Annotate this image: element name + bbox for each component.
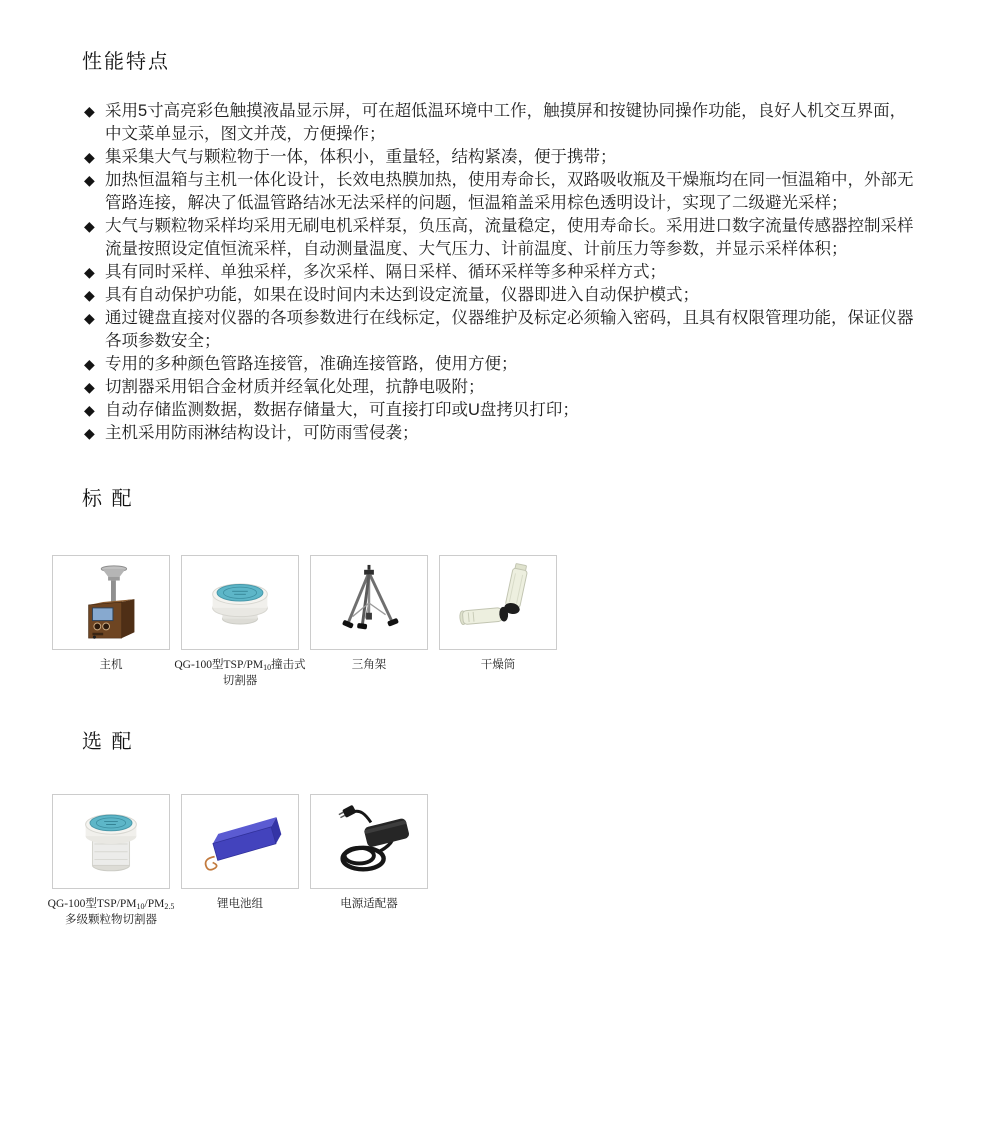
product-image-box (52, 794, 170, 889)
caption-text: 撞击式 (271, 659, 306, 671)
product-image-box (181, 555, 299, 650)
product-caption-line (152, 673, 328, 689)
diamond-bullet-icon: ◆ (84, 379, 95, 395)
feature-text: 通过键盘直接对仪器的各项参数进行在线标定，仪器维护及标定必须输入密码，且具有权限管理功能，保证仪器各项参数安全； (105, 309, 914, 350)
feature-item (84, 284, 914, 307)
product-caption (410, 657, 586, 673)
standard-products-row (52, 555, 557, 689)
caption-subscript: 2.5 (164, 902, 175, 911)
diamond-bullet-icon: ◆ (84, 103, 95, 119)
caption-text: /PM (144, 898, 165, 910)
caption-text: 切割器 (222, 675, 258, 687)
battery-pack-image (189, 801, 291, 883)
caption-text: 主机 (99, 659, 123, 671)
diamond-bullet-icon: ◆ (84, 149, 95, 165)
power-adapter-image (318, 801, 420, 883)
caption-text: 三角架 (351, 659, 387, 671)
caption-text: QG-100型TSP/PM (47, 898, 137, 910)
impact-cutter-image (189, 562, 291, 644)
multi-stage-cutter-image (60, 801, 162, 883)
product-image-box (181, 794, 299, 889)
product-caption-line (410, 657, 586, 673)
diamond-bullet-icon: ◆ (84, 172, 95, 188)
product-card (310, 794, 428, 928)
feature-item (84, 169, 914, 215)
diamond-bullet-icon: ◆ (84, 264, 95, 280)
product-image-box (310, 555, 428, 650)
drying-tube-image (447, 562, 549, 644)
features-title: 性能特点 (82, 51, 170, 73)
feature-item (84, 422, 914, 445)
feature-text: 自动存储监测数据，数据存储量大，可直接打印或U盘拷贝打印； (105, 401, 579, 419)
feature-text: 加热恒温箱与主机一体化设计，长效电热膜加热，使用寿命长，双路吸收瓶及干燥瓶均在同一恒温箱中，外部无管路连接，解决了低温管路结冰无法采样的问题，恒温箱盖采用棕色透明设计，实现了二级避光采样； (105, 171, 914, 212)
caption-text: 锂电池组 (217, 898, 263, 910)
diamond-bullet-icon: ◆ (84, 425, 95, 441)
feature-item (84, 100, 914, 146)
feature-item (84, 146, 914, 169)
product-card (439, 555, 557, 689)
feature-item (84, 261, 914, 284)
diamond-bullet-icon: ◆ (84, 402, 95, 418)
feature-text: 集采集大气与颗粒物于一体，体积小，重量轻，结构紧凑，便于携带； (105, 148, 617, 166)
product-image-box (439, 555, 557, 650)
feature-item (84, 376, 914, 399)
diamond-bullet-icon: ◆ (84, 287, 95, 303)
feature-text: 切割器采用铝合金材质并经氧化处理，抗静电吸附； (105, 378, 485, 396)
feature-text: 专用的多种颜色管路连接管，准确连接管路，使用方便； (105, 355, 518, 373)
feature-text: 主机采用防雨淋结构设计，可防雨雪侵袭； (105, 424, 419, 442)
feature-item (84, 215, 914, 261)
main-unit-image (60, 562, 162, 644)
standard-config-title: 标 配 (82, 488, 134, 510)
feature-item (84, 353, 914, 376)
product-caption-line (281, 896, 457, 912)
feature-text: 采用5寸高亮彩色触摸液晶显示屏，可在超低温环境中工作，触摸屏和按键协同操作功能，良好人机交互界面，中文菜单显示，图文并茂，方便操作； (105, 102, 907, 143)
feature-text: 具有同时采样、单独采样，多次采样、隔日采样、循环采样等多种采样方式； (105, 263, 666, 281)
tripod-image (318, 562, 420, 644)
product-image-box (52, 555, 170, 650)
feature-text: 具有自动保护功能，如果在设时间内未达到设定流量，仪器即进入自动保护模式； (105, 286, 699, 304)
features-list (84, 100, 914, 445)
diamond-bullet-icon: ◆ (84, 356, 95, 372)
caption-text: QG-100型TSP/PM (174, 659, 264, 671)
caption-text: 干燥筒 (480, 659, 516, 671)
diamond-bullet-icon: ◆ (84, 218, 95, 234)
optional-products-row (47, 794, 428, 928)
product-caption-line (23, 912, 199, 928)
caption-text: 多级颗粒物切割器 (65, 914, 157, 926)
feature-item (84, 399, 914, 422)
caption-subscript: 10 (263, 663, 272, 672)
feature-item (84, 307, 914, 353)
product-caption (281, 896, 457, 912)
product-image-box (310, 794, 428, 889)
feature-text: 大气与颗粒物采样均采用无刷电机采样泵，负压高，流量稳定，使用寿命长。采用进口数字流量传感器控制采样流量按照设定值恒流采样，自动测量温度、大气压力、计前温度、计前压力等参数，并显示采样体积； (105, 217, 914, 258)
caption-text: 电源适配器 (340, 898, 398, 910)
diamond-bullet-icon: ◆ (84, 310, 95, 326)
optional-config-title: 选 配 (82, 731, 134, 753)
caption-subscript: 10 (136, 902, 145, 911)
